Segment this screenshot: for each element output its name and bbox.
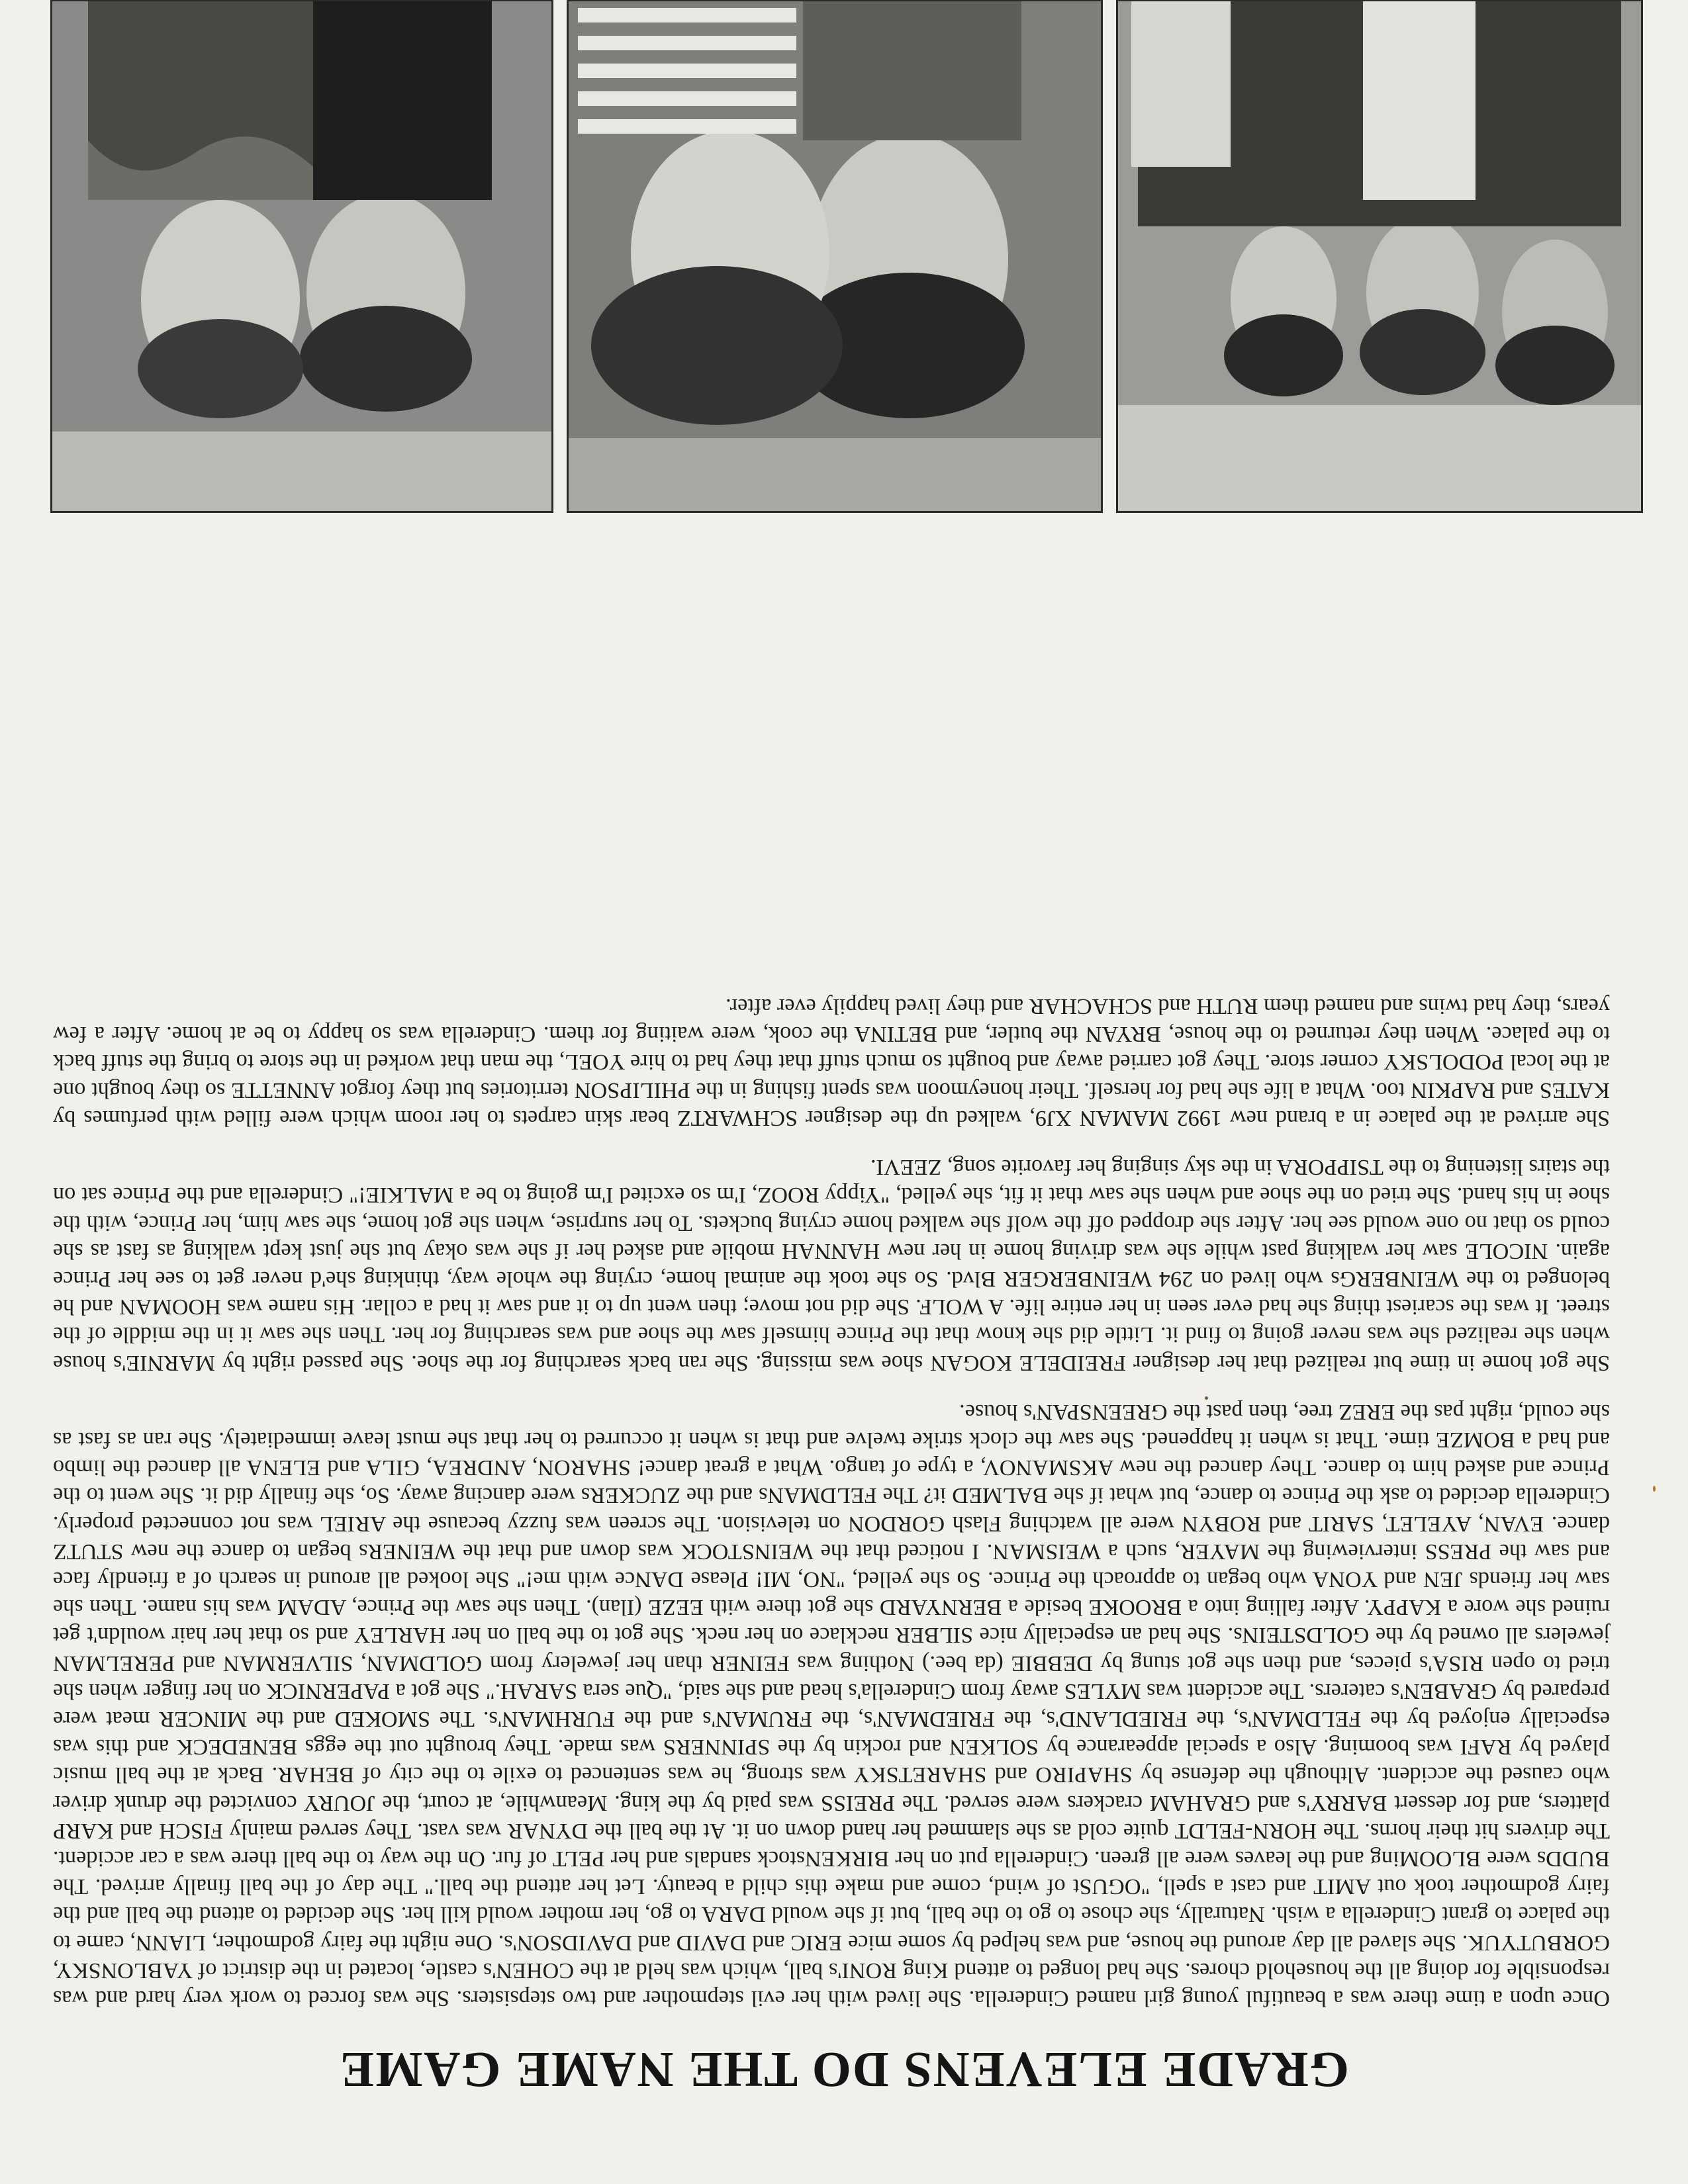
story-paragraph-2: She got home in time but realized that her designer FREIDELE KOGAN shoe was missing. She ran back searching for the shoe. She passed right by MARNIE's house when she realized she was never going to find it. Little did she know that the Prince himself saw the shoe and was searching for her. Then she saw it in the middle of the street. It was the scariest thing she had ever seen in her entire life. A WOLF. She did not move; then went up to it and saw it had a collar. His name was HOOMAN and he belonged to the WEINBERGs who lived on 294 WEINBERGER Blvd. So she took the animal home, crying the whole way, thinking she'd never get to see her Prince again. NICOLE saw her walking past while she was driving home in her new HANNAH mobile and asked her if she was okay but she just kept walking as fast as she could so that no one would see her. After she dropped off the wolf she walked home crying buckets. To her surprise, when she got home, she saw him, her Prince, with the shoe in his hand. She tried on the shoe and when she saw that it fit, she yelled, "Yippy ROOZ, I'm so excited I'm going to be a MALKIE!" Cinderella and the Prince sat on the stairs listening to the TSIPPORA in the sky singing her favorite song, ZEEVI. [53, 1155, 1610, 1375]
photo-two-students [50, 0, 553, 513]
story-text [53, 971, 1610, 2012]
story-paragraph-1: Once upon a time there was a beautiful young girl named Cinderella. She lived with her evil stepmother and two stepsisters. She was forced to work very hard and was responsible for doing all the household chores. She had longed to attend King RONI's ball, which was held at the COHEN's castle, located in the district of YABLONSKY, GORBUTYUK. She slaved all day around the house, and was helped by some mice ERIC and DAVID and DAVIDSON's. One night the fairy godmother, LIANN, came to the palace to grant Cinderella a wish. Naturally, she chose to go to the ball, but if she would DARA to go, her mother would kill her. She decided to attend the ball and the fairy godmother took out AMIT and cast a spell, "OGUSt of wind, come and make this child a beauty. Let her attend the ball." The day of the ball finally arrived. The BUDDs were BLOOMing and the leaves were all green. Cinderella put on her BIRKENstock sandals and her PELT of fur. On the way to the ball there was a car accident. The drivers hit their horns. The HORN-FELDT quite cold as she slammed her hand down on it. At the ball the DYNAR was vast. They served mainly FISCH and KARP platters, and for dessert BARRY's and GRAHAM crackers were served. The PREISS was paid by the king. Meanwhile, at court, the JOURY convicted the drunk driver who caused the accident. Although the defense by SHAPIRO and SHARETSKY was strong, he was sentenced to exile to the city of BEHAR. Back at the ball music played by RAFI was booming. Also a special appearance by SOLKEN and rockin by the SPINNERS was made. They brought out the eggs BENEDECK and this was especially enjoyed by the FELDMAN's, the FRIEDLAND's, the FRIEDMAN's, the FRUMAN's and the FURHMAN's. The SMOKED and the MINCER meat were prepared by GRABEN's caterers. The accident was MYLES away from Cinderella's head and she said, "Que sera SARAH." She got a PAPERNICK on her finger when she tried to open RISA's pieces, and then she got stung by DEBBIE (da bee.) Nothing was FEINER than her jewelery from GOLDMAN, SILVERMAN and PERELMAN jewelers all owned by the GOLDSTEINs. She had an especially nice SILBER necklace on her neck. She got to the ball on her HARLEY and so that her hair wouldn't get ruined she wore a KAPPY. After falling into a BROOKE beside a BERNYARD she got there with EEZE (Ilan). Then she saw the Prince, ADAM was his name. Then she saw her friends JEN and YONA who began to approach the Prince. So she yelled, "NO, MI! Please DANce with me!" She looked all around in search of a friendly face and saw the PRESS interviewing the MAYER, such a WEISMAN. I noticed that the WEINSTOCK was down and that the WEINERs began to dance the new STUTZ dance. EVAN, AYELET, SARIT and ROBYN were all watching Flash GORDON on television. The screen was fuzzy because the ARIEL was not connected properly. Cinderella decided to ask the Prince to dance, but what if she BALMED it? The FELDMANs and the ZUCKERs were dancing away. So, she finally did it. She went to the Prince and asked him to dance. They danced the new AKSMANOV, a type of tango. What a great dance! SHARON, ANDREA, GILA and ELENA all danced the limbo and had a BOMZE time. That is when it happened. She saw the clock strike twelve and that is when it occurred to her that she must leave immediately. She ran as fast as she could, right pas the EREZ tree, then past the GREENSPAN's house. [53, 1399, 1610, 2011]
photo-group [1116, 0, 1643, 513]
photo-two-girls [567, 0, 1103, 513]
page-title: GRADE ELEVENS DO THE NAME GAME [339, 2042, 1350, 2097]
story-paragraph-3: She arrived at the palace in a brand new 1992 MAMAN XJ9, walked up the designer SCHWARTZ bear skin carpets to her room which were filled with perfumes by KATES and RAPKIN too. What a life she had for herself. Their honeymoon was spent fishing in the PHILIPSON territories but they forgot ANNETTE so they bought one at the local PODOLSKY corner store. They got carried away and bought so much stuff that they had to hire YOEL, the man that worked in the store to bring the stuff back to the palace. When they returned to the house, BRYAN the butler, and BETINA the cook, were waiting for them. Cinderella was so happy to be at home. After a few years, they had twins and named them RUTH and SCHACHAR and they lived happily ever after. [53, 994, 1610, 1130]
